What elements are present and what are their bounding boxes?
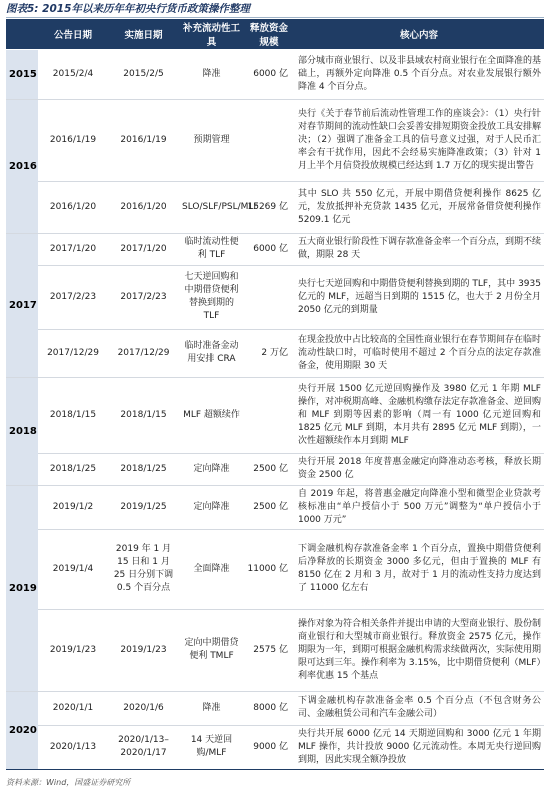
year-cell: 2015 <box>6 49 38 99</box>
table-header-row <box>6 19 544 49</box>
table-row <box>6 529 544 609</box>
tool-cell: 临时流动性便利 TLF <box>179 233 244 265</box>
announce-date-cell: 2017/2/23 <box>38 265 108 329</box>
scale-cell <box>244 265 294 329</box>
announce-date-cell: 2020/1/13 <box>38 725 108 769</box>
tool-cell: 定向中期借贷便利 TMLF <box>179 609 244 691</box>
announce-date-cell: 2018/1/15 <box>38 377 108 453</box>
tool-cell: MLF 超额续作 <box>179 377 244 453</box>
scale-cell: 6000 亿 <box>244 233 294 265</box>
announce-date-cell: 2019/1/2 <box>38 485 108 529</box>
scale-cell: 2500 亿 <box>244 453 294 485</box>
tool-cell: 14 天逆回购/MLF <box>179 725 244 769</box>
implement-date-cell: 2015/2/5 <box>108 49 179 99</box>
year-cell: 2018 <box>6 377 38 485</box>
header-content: 核心内容 <box>294 19 544 49</box>
scale-cell: 2500 亿 <box>244 485 294 529</box>
scale-cell: 9000 亿 <box>244 725 294 769</box>
scale-cell: 11000 亿 <box>244 529 294 609</box>
table-row <box>6 181 544 233</box>
implement-date-cell: 2017/2/23 <box>108 265 179 329</box>
tool-cell: 七天逆回购和中期借贷便利替换到期的 TLF <box>179 265 244 329</box>
announce-date-cell: 2016/1/20 <box>38 181 108 233</box>
implement-date-cell: 2016/1/19 <box>108 99 179 181</box>
tool-cell: 降准 <box>179 49 244 99</box>
year-cell: 2019 <box>6 485 38 691</box>
header-scale: 释放资金规模 <box>244 19 294 49</box>
announce-date-cell: 2016/1/19 <box>38 99 108 181</box>
header-tool: 补充流动性工具 <box>179 19 244 49</box>
content-cell: 央行开展 1500 亿元逆回购操作及 3980 亿元 1 年期 MLF 操作，对冲税期高峰、金融机构缴存法定存款准备金、逆回购和 MLF 到期等因素的影响（周一有 1000 亿元逆回购和 1825 亿元 MLF 到期，本月共有 2895 亿元 MLF 到期），一次性超额续作本月到期 MLF <box>294 377 544 453</box>
header-year <box>6 19 38 49</box>
table-row <box>6 265 544 329</box>
content-cell: 五大商业银行阶段性下调存款准备金率一个百分点，到期不续做，期限 28 天 <box>294 233 544 265</box>
tool-cell: 临时准备金动用安排 CRA <box>179 329 244 377</box>
content-cell: 下调金融机构存款准备金率 1 个百分点，置换中期借贷便利后净释放的长期资金 3000 多亿元，但由于置换的 MLF 有 8150 亿在 2 月和 3 月，故对于 1 月的流动性支持力度达到了 11000 亿左右 <box>294 529 544 609</box>
header-implement-date: 实施日期 <box>108 19 179 49</box>
tool-cell: 全面降准 <box>179 529 244 609</box>
figure-title: 图表5: 2015年以来历年年初央行货币政策操作整理 <box>6 3 250 15</box>
content-cell: 央行共开展 6000 亿元 14 天期逆回购和 3000 亿元 1 年期 MLF 操作，共计投放 9000 亿元流动性。本周无央行逆回购到期，因此实现全额净投放 <box>294 725 544 769</box>
scale-cell: 6000 亿 <box>244 49 294 99</box>
implement-date-cell: 2017/12/29 <box>108 329 179 377</box>
implement-date-cell: 2016/1/20 <box>108 181 179 233</box>
content-cell: 在现金投放中占比较高的全国性商业银行在春节期间存在临时流动性缺口时，可临时使用不超过 2 个百分点的法定存款准备金，使用期限 30 天 <box>294 329 544 377</box>
table-row <box>6 453 544 485</box>
implement-date-cell: 2018/1/15 <box>108 377 179 453</box>
year-cell: 2017 <box>6 233 38 377</box>
table-row <box>6 329 544 377</box>
implement-date-cell: 2017/1/20 <box>108 233 179 265</box>
tool-cell: 降准 <box>179 691 244 725</box>
announce-date-cell: 2017/1/20 <box>38 233 108 265</box>
scale-cell <box>244 377 294 453</box>
scale-cell: 2 万亿 <box>244 329 294 377</box>
implement-date-cell: 2020/1/6 <box>108 691 179 725</box>
header-announce-date: 公告日期 <box>38 19 108 49</box>
tool-cell: 定向降准 <box>179 485 244 529</box>
content-cell: 自 2019 年起，将普惠金融定向降准小型和微型企业贷款考核标准由“单户授信小于 500 万元”调整为“单户授信小于 1000 万元” <box>294 485 544 529</box>
announce-date-cell: 2017/12/29 <box>38 329 108 377</box>
implement-date-cell: 2019 年 1 月 15 日和 1 月 25 日分别下调 0.5 个百分点 <box>108 529 179 609</box>
content-cell: 下调金融机构存款准备金率 0.5 个百分点（不包含财务公司、金融租赁公司和汽车金融公司） <box>294 691 544 725</box>
scale-cell: 8000 亿 <box>244 691 294 725</box>
table-row <box>6 691 544 725</box>
policy-table <box>6 19 544 770</box>
year-cell: 2020 <box>6 691 38 769</box>
content-cell: 部分城市商业银行、以及非县域农村商业银行在全面降准的基础上，再额外定向降准 0.5 个百分点。对农业发展银行额外降准 4 个百分点。 <box>294 49 544 99</box>
content-cell: 央行开展 2018 年度普惠金融定向降准动态考核，释放长期资金 2500 亿 <box>294 453 544 485</box>
scale-cell: 15269 亿 <box>244 181 294 233</box>
announce-date-cell: 2020/1/1 <box>38 691 108 725</box>
table-row <box>6 609 544 691</box>
announce-date-cell: 2018/1/25 <box>38 453 108 485</box>
scale-cell <box>244 99 294 181</box>
table-row <box>6 725 544 769</box>
table-row <box>6 49 544 99</box>
tool-cell: 预期管理 <box>179 99 244 181</box>
content-cell: 央行七天逆回购和中期借贷便利替换到期的 TLF，其中 3935 亿元的 MLF，远超当日到期的 1515 亿，也大于 2 月份全月 2050 亿元的到期量 <box>294 265 544 329</box>
table-row <box>6 233 544 265</box>
announce-date-cell: 2019/1/4 <box>38 529 108 609</box>
implement-date-cell: 2019/1/25 <box>108 485 179 529</box>
title-divider <box>6 17 544 18</box>
implement-date-cell: 2018/1/25 <box>108 453 179 485</box>
content-cell: 央行《关于春节前后流动性管理工作的座谈会》：（1）央行针对春节期间的流动性缺口会妥善安排短期资金投放工具安排解决；（2）强调了准备金工具的信号意义过强，对于人民币汇率会有干扰作用，因此不会经易实施降准政策；（3）针对 1 月上半个月信贷投放规模已经达到 1.7 万亿的现实提出警告 <box>294 99 544 181</box>
scale-cell: 2575 亿 <box>244 609 294 691</box>
tool-cell: 定向降准 <box>179 453 244 485</box>
implement-date-cell: 2019/1/23 <box>108 609 179 691</box>
source-note: 资料来源：Wind，国盛证券研究所 <box>6 778 131 787</box>
year-cell: 2016 <box>6 99 38 233</box>
implement-date-cell: 2020/1/13–2020/1/17 <box>108 725 179 769</box>
table-row <box>6 99 544 181</box>
content-cell: 其中 SLO 共 550 亿元，开展中期借贷便利操作 8625 亿元，发放抵押补充贷款 1435 亿元，开展常备借贷便利操作 5209.1 亿元 <box>294 181 544 233</box>
announce-date-cell: 2015/2/4 <box>38 49 108 99</box>
tool-cell: SLO/SLF/PSL/MLF <box>179 181 244 233</box>
table-row <box>6 485 544 529</box>
content-cell: 操作对象为符合相关条件并提出申请的大型商业银行、股份制商业银行和大型城市商业银行。释放资金 2575 亿元，操作期限为一年，到期可根据金融机构需求续做两次，实际使用期限可达到三年。操作利率为 3.15%，比中期借贷便利（MLF）利率优惠 15 个基点 <box>294 609 544 691</box>
table-row <box>6 377 544 453</box>
announce-date-cell: 2019/1/23 <box>38 609 108 691</box>
